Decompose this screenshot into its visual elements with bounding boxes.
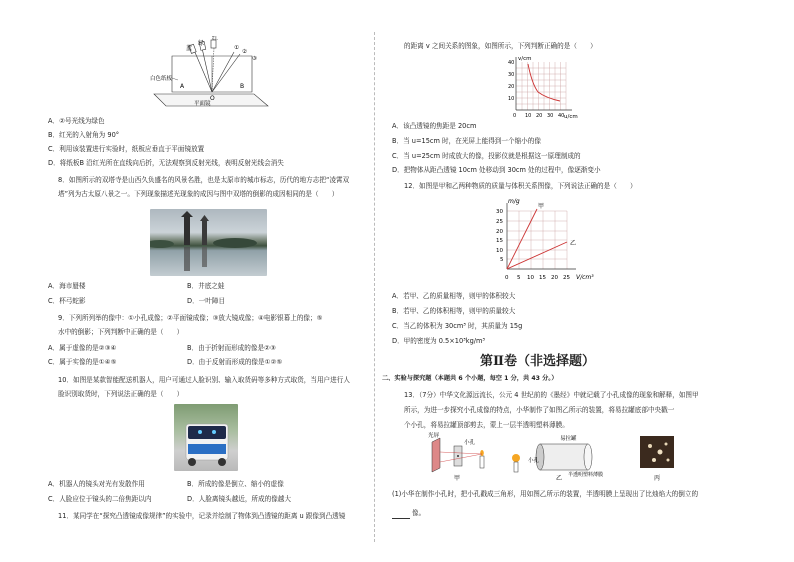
uv-ytick: 30: [508, 72, 515, 78]
q13-sub1-end: 像。: [412, 509, 426, 517]
q7-option-c: C．利用该装置进行实验时，纸板应垂直于平面镜放置: [48, 145, 205, 153]
label-b: B: [240, 83, 245, 90]
label-bing: 丙: [654, 475, 661, 482]
q11-option-d: D．把物体从距凸透镜 10cm 处移动到 30cm 处的过程中，像逐渐变小: [392, 166, 601, 174]
uv-ytick: 10: [508, 96, 515, 102]
q9-option-b: B．由于折射而形成的像是②③: [187, 344, 276, 352]
q9-option-c: C．属于实像的是①④⑤: [48, 358, 117, 366]
q9-option-a: A．属于虚像的是②③④: [48, 344, 117, 352]
mv-ytick: 15: [496, 238, 503, 244]
label-hole-2: 小孔: [528, 458, 540, 464]
q9-stem-line2: 水中的倒影；下列判断中正确的是（ ）: [58, 328, 184, 336]
mv-xtick: 25: [563, 275, 570, 281]
uv-graph: [508, 54, 580, 120]
label-3: ③: [252, 56, 257, 62]
q13-sub1: (1)小华在制作小孔时，把小孔戳成三角形，用如图乙所示的装置，半透明膜上呈现出了比烛焰大的倒立的: [392, 490, 699, 498]
label-board: 白色纸板: [150, 76, 173, 82]
q11-stem: 11．某同学在“探究凸透镜成像规律”的实验中，记录并绘制了物体到凸透镜的距离 u 跟像到凸透镜: [58, 512, 346, 520]
q13-line2: 所示，为进一步探究小孔成像的特点，小华制作了如图乙所示的装置，将易拉罐底部中央戳一: [404, 406, 675, 414]
uv-ytick: 40: [508, 60, 515, 66]
label-film: 半透明塑料薄膜: [568, 472, 604, 478]
label-1: ①: [234, 45, 239, 51]
uv-xtick: 10: [525, 113, 532, 119]
label-jia: 甲: [454, 475, 461, 482]
q11-option-b: B．当 u=15cm 时，在光屏上能得到一个缩小的像: [392, 137, 541, 145]
mv-graph-jia: 甲: [538, 203, 545, 210]
mv-ytick: 25: [496, 219, 503, 225]
mv-graph-xlabel: V/cm³: [576, 274, 594, 281]
q12-stem: 12．如图是甲和乙两种物质的质量与体积关系图像，下列说法正确的是（ ）: [404, 182, 637, 190]
mv-xtick: 0: [505, 275, 509, 281]
uv-graph-origin: 0: [513, 113, 517, 119]
section-2-title: 第Ⅱ卷（非选择题）: [480, 354, 595, 369]
q8-option-a: A．海市蜃楼: [48, 282, 86, 290]
q10-option-c: C．人脸应位于镜头的二倍焦距以内: [48, 495, 152, 503]
mv-ytick: 5: [500, 257, 504, 263]
label-2: ②: [242, 49, 247, 55]
column-divider: [374, 32, 375, 542]
q9-option-d: D．由于反射而形成的像是①②⑤: [187, 358, 283, 366]
mv-ytick: 20: [496, 229, 503, 235]
q7-option-b: B．红光的入射角为 90°: [48, 131, 120, 139]
mv-graph-ylabel: m/g: [508, 198, 520, 205]
q7-option-d: D．将纸板B 沿红光所在直线向后折，无法观察到反射光线，表明反射光线会消失: [48, 159, 284, 167]
label-can: 易拉罐: [560, 436, 577, 442]
q10-option-b: B．所成的像是倒立、缩小的虚像: [187, 480, 284, 488]
q11-option-a: A．该凸透镜的焦距是 20cm: [392, 122, 477, 130]
q12-option-d: D．甲的密度为 0.5×10³kg/m³: [392, 337, 486, 345]
q12-option-b: B．若甲、乙的体积相等，则甲的质量较大: [392, 307, 516, 315]
uv-xtick: 30: [547, 113, 554, 119]
q13-line1: 13．（7分）中华文化源远流长，公元 4 世纪前的《墨经》中就记载了小孔成像的现象和解释，如图甲: [404, 391, 699, 399]
q9-stem-line1: 9．下列所列举的像中：①小孔成像；②平面镜成像；③放大镜成像；④电影银幕上的像；⑤: [58, 314, 323, 322]
mv-xtick: 15: [539, 275, 546, 281]
q7-option-a: A．②号光线为绿色: [48, 117, 105, 125]
q10-option-d: D．人脸离镜头越近，所成的像越大: [187, 495, 291, 503]
twin-pagoda-photo: [150, 209, 267, 276]
mv-ytick: 10: [496, 248, 503, 254]
q11-stem-cont: 的距离 v 之间关系的图象，如图所示，下列判断正确的是（ ）: [404, 42, 597, 50]
label-o: O: [210, 95, 215, 102]
q8-option-b: B．井底之蛙: [187, 282, 225, 290]
q8-option-d: D．一叶障目: [187, 297, 226, 305]
mirror-reflection-figure: [150, 36, 275, 108]
label-screen: 光屏: [428, 433, 440, 439]
uv-ytick: 20: [508, 84, 515, 90]
uv-graph-ylabel: v/cm: [518, 56, 532, 62]
mv-ytick: 30: [496, 209, 503, 215]
q13-answer-blank[interactable]: [392, 512, 410, 519]
label-yi: 乙: [556, 475, 563, 482]
mv-xtick: 20: [551, 275, 558, 281]
uv-graph-xlabel: u/cm: [564, 114, 578, 120]
section-2-subtitle: 二、实验与探究题（本题共 6 个小题，每空 1 分，共 43 分。）: [382, 375, 558, 382]
q11-option-c: C．当 u=25cm 时成放大的像，投影仪就是根据这一原理制成的: [392, 152, 581, 160]
q10-stem-line1: 10．如图是某款智能配送机器人，用户可通过人脸识别、输入取货码等多种方式取货，当用户进行人: [58, 376, 350, 384]
uv-xtick: 40: [558, 113, 565, 119]
delivery-robot-photo: [174, 404, 238, 471]
pinhole-figures: [418, 432, 688, 482]
label-a: A: [180, 83, 185, 90]
q10-stem-line2: 脸识别取货时，下列说法正确的是（ ）: [58, 390, 184, 398]
mass-volume-graph: [494, 197, 604, 285]
q8-stem-line1: 8．如图所示的双塔寺是山西久负盛名的风景名胜，也是太原市的城市标志，历代的地方志把“凌霄双: [58, 176, 350, 184]
label-mirror: 平面镜: [194, 101, 211, 107]
q12-option-c: C．当乙的体积为 30cm³ 时，其质量为 15g: [392, 322, 523, 330]
label-green: 绿: [198, 40, 205, 47]
label-hole: 小孔: [464, 440, 476, 446]
q8-stem-line2: 塔”列为古太原八景之一。下列现象描述光现象的成因与图中双塔的倒影的成因相同的是（ ）: [58, 190, 339, 198]
uv-xtick: 20: [536, 113, 543, 119]
label-blue: 蓝: [186, 45, 193, 52]
mv-xtick: 10: [527, 275, 534, 281]
q10-option-a: A．机器人的镜头对光有发散作用: [48, 480, 145, 488]
mv-graph-yi: 乙: [570, 240, 577, 247]
mv-xtick: 5: [517, 275, 521, 281]
q8-option-c: C．杯弓蛇影: [48, 297, 86, 305]
q12-option-a: A．若甲、乙的质量相等，则甲的体积较大: [392, 292, 516, 300]
q13-line3: 个小孔，将易拉罐顶部剪去，蒙上一层半透明塑料薄膜。: [404, 421, 569, 429]
label-red: 红: [212, 36, 219, 42]
